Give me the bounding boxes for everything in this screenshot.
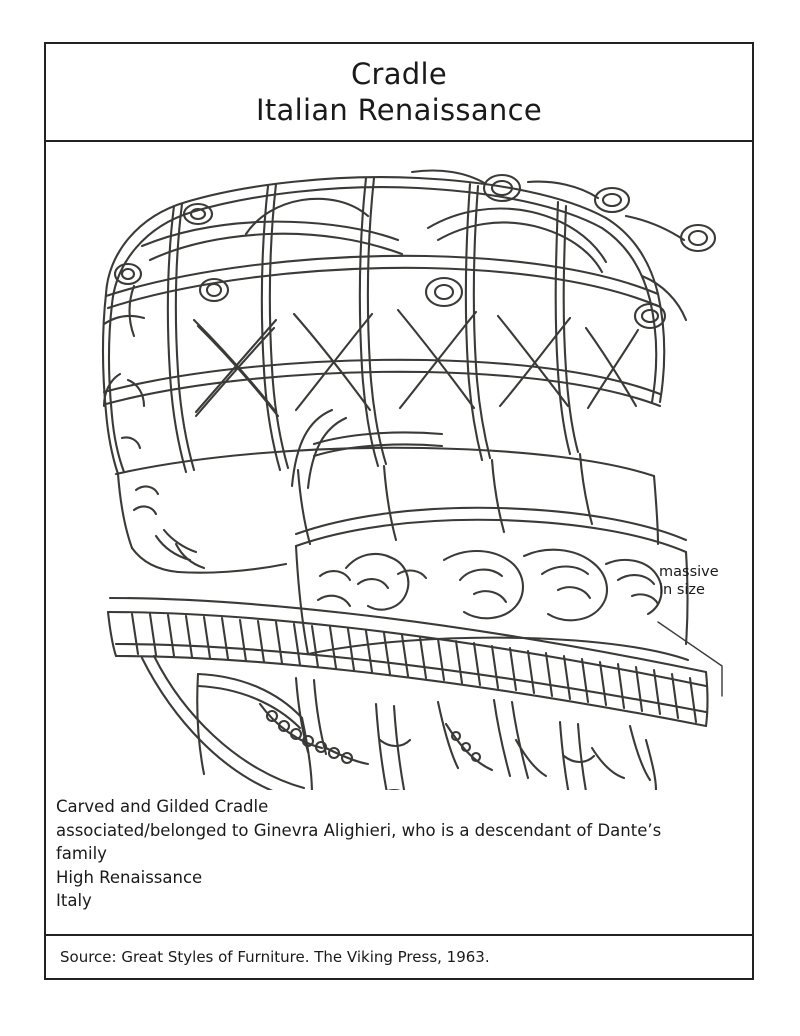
annotation-line-2: in size: [659, 582, 705, 598]
annotation-massive-in-size: [659, 563, 749, 599]
cradle-drawing: [46, 144, 752, 790]
caption-line-2: associated/belonged to Ginevra Alighieri, who is a descendant of Dante’s: [56, 820, 662, 840]
caption-line-3: family: [56, 844, 107, 863]
page-subtitle: Italian Renaissance: [256, 93, 542, 127]
caption-block: [56, 795, 746, 913]
page-title: Cradle: [350, 57, 448, 91]
source-text: Source: Great Styles of Furniture. The Viking Press, 1963.: [60, 948, 490, 966]
annotation-line-1: massive: [659, 564, 719, 580]
caption-line-1: Carved and Gilded Cradle: [56, 797, 269, 816]
caption-line-5: Italy: [56, 891, 92, 910]
source-box: [44, 934, 754, 980]
caption-line-4: High Renaissance: [56, 867, 203, 887]
title-box: [44, 42, 754, 142]
